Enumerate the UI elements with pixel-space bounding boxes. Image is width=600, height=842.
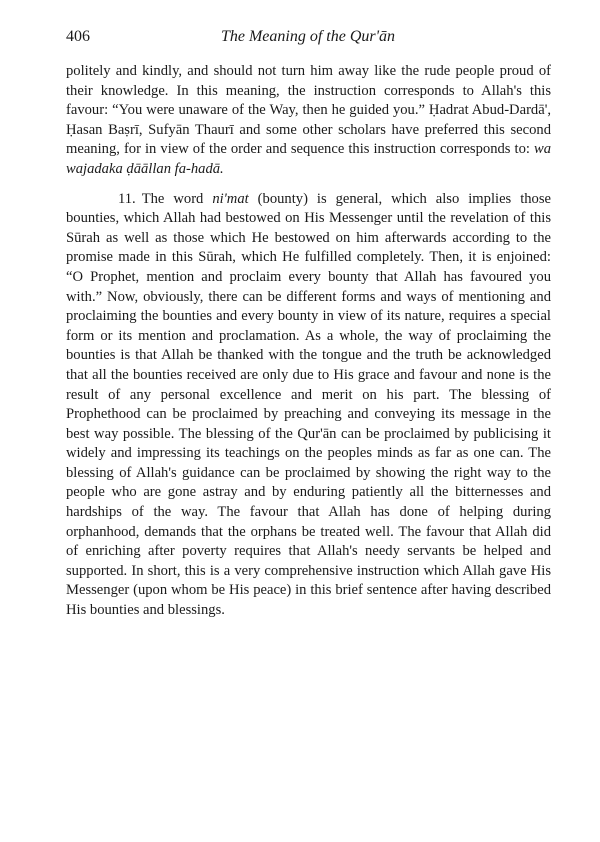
paragraph-text: (bounty) is general, which also implies those bounties, which Allah had bestowed on His Messenger until the revelation of this Sūrah as well as those which He bestowed on him afterwards according to the promise made in this Sūrah, which He fulfilled completely. Then, it is enjoined: “O Prophet, mention and proclaim every bounty that Allah has favoured you with.” Now, obviously, there can be different forms and ways of mentioning and proclaiming the bounties and every bounty in view of its nature, requires a special form or its mention and proclamation. As a whole, the way of proclaiming the bounties is that Allah be thanked with the tongue and the truth be acknowledged that all the bounties received are only due to His grace and favour and none is the result of any personal excellence and merit on his part. The blessing of Prophethood can be proclaimed by preaching and conveying its message in the best way possible. The blessing of the Qur'ān can be proclaimed by publicising it widely and impressing its teachings on the peoples minds as far as one can. The blessing of Allah's guidance can be proclaimed by showing the right way to the people who are gone astray and by enduring patiently all the bitternesses and hardships of the way. The favour that Allah has done of helping during orphanhood, demands that the orphans be treated well. The favour that Allah did of enriching after poverty requires that Allah's needy servants be helped and supported. In short, this is a very comprehensive instruction which Allah gave His Messenger (upon whom be His peace) in this brief sentence after having described His bounties and blessings. <box>66 190 551 619</box>
paragraph-text: politely and kindly, and should not turn him away like the rude people proud of their knowledge. In this meaning, the instruction corresponds to Allah's this favour: “You were unaware of the Way, then he guided you.” Ḥadrat Abud-Dardā', Ḥasan Baṣrī, Sufyān Thaurī and some other scholars have preferred this second meaning, for in view of the order and sequence this instruction corresponds to: <box>66 63 551 158</box>
note-number: 11. <box>118 190 136 207</box>
note-paragraph-11 <box>66 190 551 621</box>
paragraph-text: The word <box>141 190 213 207</box>
body-text <box>66 62 551 621</box>
paragraph-continuation <box>66 62 551 180</box>
running-title: The Meaning of the Qur'ān <box>220 28 396 45</box>
page-header <box>66 28 550 50</box>
arabic-term: ni'mat <box>212 190 249 207</box>
transliteration: wa wajadaka ḍāāllan fa-hadā. <box>66 141 551 177</box>
page-number: 406 <box>66 28 90 45</box>
